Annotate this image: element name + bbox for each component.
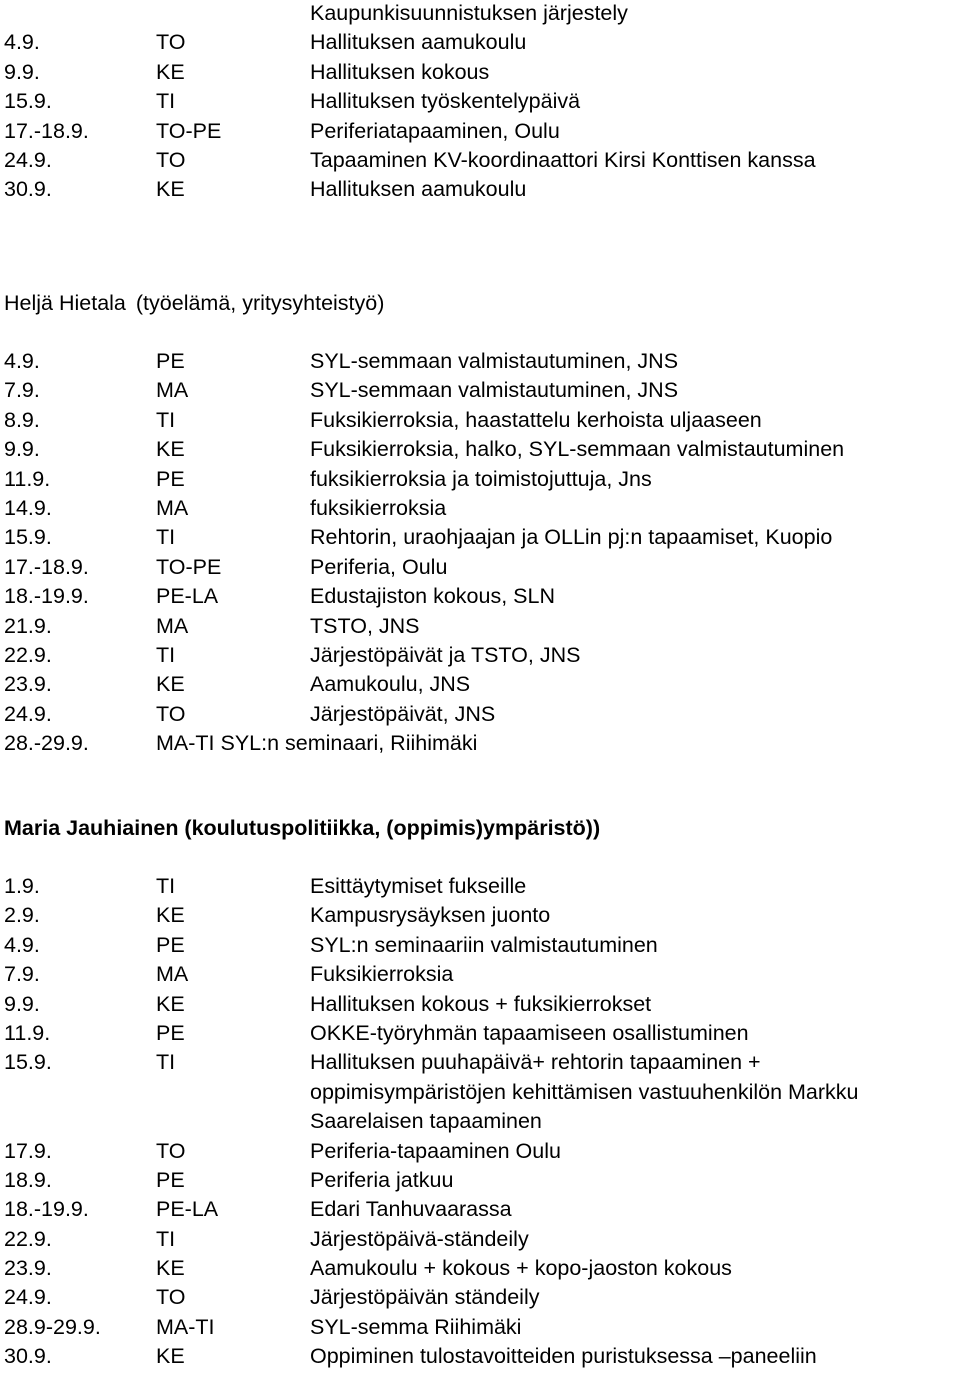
list-item (0, 117, 960, 146)
list-item (0, 1254, 960, 1283)
entry-day: MA (156, 378, 189, 403)
entry-text: SYL-semmaan valmistautuminen, JNS (310, 349, 679, 373)
list-item (0, 146, 960, 175)
entry-day: TO (156, 1138, 186, 1163)
entry-text: Periferia jatkuu (310, 1167, 454, 1192)
entry-text: Hallituksen kokous (310, 59, 490, 84)
entry-date: 7.9. (4, 962, 40, 987)
list-item (0, 670, 960, 699)
entry-day: KE (156, 903, 185, 928)
entry-date: 23.9. (4, 1256, 52, 1281)
entry-text: Rehtorin, uraohjaajan ja OLLin pj:n tapaamiset, Kuopio (310, 525, 833, 550)
list-item (0, 465, 960, 494)
entry-day: TO (156, 1285, 186, 1310)
entry-date: 4.9. (4, 349, 40, 373)
entry-text: Edustajiston kokous, SLN (310, 584, 555, 609)
entry-date: 11.9. (4, 466, 51, 491)
entry-date: 30.9. (4, 1344, 52, 1369)
entry-text: Järjestöpäivä-ständeily (310, 1226, 529, 1251)
section-2-heading-name: Heljä Hietala (4, 291, 126, 315)
entry-date: 24.9. (4, 701, 52, 726)
entry-date: 4.9. (4, 932, 40, 957)
entry-date: 30.9. (4, 177, 52, 202)
entry-day: TI (156, 525, 176, 550)
entry-date: 15.9. (4, 1050, 52, 1075)
entry-date: 7.9. (4, 378, 40, 403)
entry-text: fuksikierroksia (310, 495, 447, 520)
list-item (0, 347, 960, 376)
list-item (0, 1107, 960, 1136)
list-item (0, 435, 960, 464)
entry-date: 14.9. (4, 495, 52, 520)
entry-text: Järjestöpäivät ja TSTO, JNS (310, 642, 581, 667)
section-2-heading-role: (työelämä, yritysyhteistyö) (135, 291, 385, 315)
entry-text: TSTO, JNS (310, 613, 420, 638)
entry-date: 11.9. (4, 1020, 51, 1045)
entry-date: 9.9. (4, 991, 40, 1016)
entry-day: KE (156, 1256, 185, 1281)
entry-text: oppimisympäristöjen kehittämisen vastuuhenkilön Markku (310, 1079, 859, 1104)
list-item (0, 406, 960, 435)
list-item (0, 87, 960, 116)
entry-text: Esittäytymiset fukseille (310, 874, 527, 898)
list-item (0, 582, 960, 611)
list-item (0, 1283, 960, 1312)
entry-text: Aamukoulu, JNS (310, 672, 471, 697)
entry-day: TO-PE (156, 554, 222, 579)
entry-day: KE (156, 1344, 185, 1369)
section-1 (0, 0, 960, 205)
list-item (0, 872, 960, 901)
list-item (0, 641, 960, 670)
entry-day: PE (156, 1020, 185, 1045)
entry-date: 28.9-29.9. (4, 1314, 101, 1339)
entry-date: 17.-18.9. (4, 554, 89, 579)
entry-day: KE (156, 59, 185, 84)
list-item (0, 175, 960, 204)
entry-text: Oppiminen tulostavoitteiden puristuksessa –paneeliin (310, 1344, 817, 1369)
entry-day: PE-LA (156, 1197, 219, 1222)
entry-day: PE (156, 349, 185, 373)
section-2-heading (4, 289, 960, 318)
list-item (0, 1166, 960, 1195)
entry-day: TO (156, 147, 186, 172)
entry-date: 18.-19.9. (4, 1197, 89, 1222)
entry-text: Kampusrysäyksen juonto (310, 903, 551, 928)
section-1-title: Kaupunkisuunnistuksen järjestely (310, 1, 628, 25)
entry-text: SYL-semma Riihimäki (310, 1314, 522, 1339)
section-1-title-row (0, 0, 960, 28)
list-item (0, 28, 960, 57)
list-item (0, 1137, 960, 1166)
entry-date: 9.9. (4, 59, 40, 84)
entry-date: 23.9. (4, 672, 52, 697)
list-item (0, 1019, 960, 1048)
entry-day: KE (156, 991, 185, 1016)
entry-day: TI (156, 874, 176, 898)
list-item (0, 1078, 960, 1107)
section-3 (0, 814, 960, 1369)
entry-day: PE (156, 1167, 185, 1192)
entry-day: TI (156, 407, 176, 432)
entry-text: Fuksikierroksia, halko, SYL-semmaan valmistautuminen (310, 437, 845, 462)
entry-date: 24.9. (4, 1285, 52, 1310)
entry-date: 17.-18.9. (4, 118, 89, 143)
list-item (0, 553, 960, 582)
entry-text: Hallituksen aamukoulu (310, 30, 527, 55)
list-item (0, 1048, 960, 1077)
entry-date: 18.-19.9. (4, 584, 89, 609)
entry-date: 28.-29.9. (4, 731, 89, 756)
entry-day: KE (156, 177, 185, 202)
entry-day: TI (156, 642, 176, 667)
entry-day: PE-LA (156, 584, 219, 609)
entry-day: MA-TI (156, 1314, 215, 1339)
entry-text: Järjestöpäivän ständeily (310, 1285, 540, 1310)
list-item (0, 1313, 960, 1342)
entry-date: 9.9. (4, 437, 40, 462)
entry-day: PE (156, 466, 185, 491)
entry-text: Periferiatapaaminen, Oulu (310, 118, 560, 143)
section-2 (0, 289, 960, 756)
list-item (0, 1342, 960, 1371)
list-item (0, 931, 960, 960)
list-item (0, 1195, 960, 1224)
entry-text: fuksikierroksia ja toimistojuttuja, Jns (310, 466, 652, 491)
entry-text: Periferia-tapaaminen Oulu (310, 1138, 561, 1163)
list-item (0, 612, 960, 641)
entry-text: Saarelaisen tapaaminen (310, 1109, 542, 1134)
entry-text: SYL-semmaan valmistautuminen, JNS (310, 378, 679, 403)
entry-text: Hallituksen puuhapäivä+ rehtorin tapaaminen + (310, 1050, 761, 1075)
entry-day-and-text: MA-TI SYL:n seminaari, Riihimäki (156, 731, 478, 756)
entry-text: Aamukoulu + kokous + kopo-jaoston kokous (310, 1256, 732, 1281)
entry-date: 21.9. (4, 613, 52, 638)
entry-day: TO-PE (156, 118, 222, 143)
entry-date: 22.9. (4, 642, 52, 667)
list-item (0, 523, 960, 552)
list-item (0, 700, 960, 729)
entry-text: Hallituksen kokous + fuksikierrokset (310, 991, 652, 1016)
entry-text: Hallituksen työskentelypäivä (310, 89, 581, 114)
entry-text: Edari Tanhuvaarassa (310, 1197, 512, 1222)
entry-day: MA (156, 613, 189, 638)
entry-date: 24.9. (4, 147, 52, 172)
entry-date: 22.9. (4, 1226, 52, 1251)
list-item (0, 494, 960, 523)
entry-date: 1.9. (4, 874, 40, 898)
section-3-heading: Maria Jauhiainen (koulutuspolitiikka, (oppimis)ympäristö)) (4, 816, 601, 840)
entry-day: MA (156, 962, 189, 987)
entry-text: Fuksikierroksia, haastattelu kerhoista uljaaseen (310, 407, 762, 432)
entry-day: TO (156, 30, 186, 55)
list-item (0, 1225, 960, 1254)
entry-date: 18.9. (4, 1167, 52, 1192)
entry-text: Järjestöpäivät, JNS (310, 701, 496, 726)
entry-text: Tapaaminen KV-koordinaattori Kirsi Konttisen kanssa (310, 147, 816, 172)
entry-date: 17.9. (4, 1138, 52, 1163)
list-item (0, 901, 960, 930)
list-item (0, 729, 960, 758)
list-item (0, 376, 960, 405)
entry-day: TI (156, 1050, 176, 1075)
entry-text: SYL:n seminaariin valmistautuminen (310, 932, 658, 957)
entry-date: 15.9. (4, 525, 52, 550)
entry-day: TI (156, 89, 176, 114)
list-item (0, 990, 960, 1019)
entry-day: KE (156, 672, 185, 697)
entry-day: PE (156, 932, 185, 957)
list-item (0, 960, 960, 989)
entry-day: MA (156, 495, 189, 520)
entry-day: TO (156, 701, 186, 726)
entry-date: 15.9. (4, 89, 52, 114)
entry-text: Fuksikierroksia (310, 962, 454, 987)
list-item (0, 58, 960, 87)
entry-text: OKKE-työryhmän tapaamiseen osallistuminen (310, 1020, 749, 1045)
entry-date: 2.9. (4, 903, 40, 928)
entry-date: 4.9. (4, 30, 40, 55)
entry-text: Periferia, Oulu (310, 554, 448, 579)
entry-day: KE (156, 437, 185, 462)
entry-date: 8.9. (4, 407, 40, 432)
entry-text: Hallituksen aamukoulu (310, 177, 527, 202)
entry-day: TI (156, 1226, 176, 1251)
